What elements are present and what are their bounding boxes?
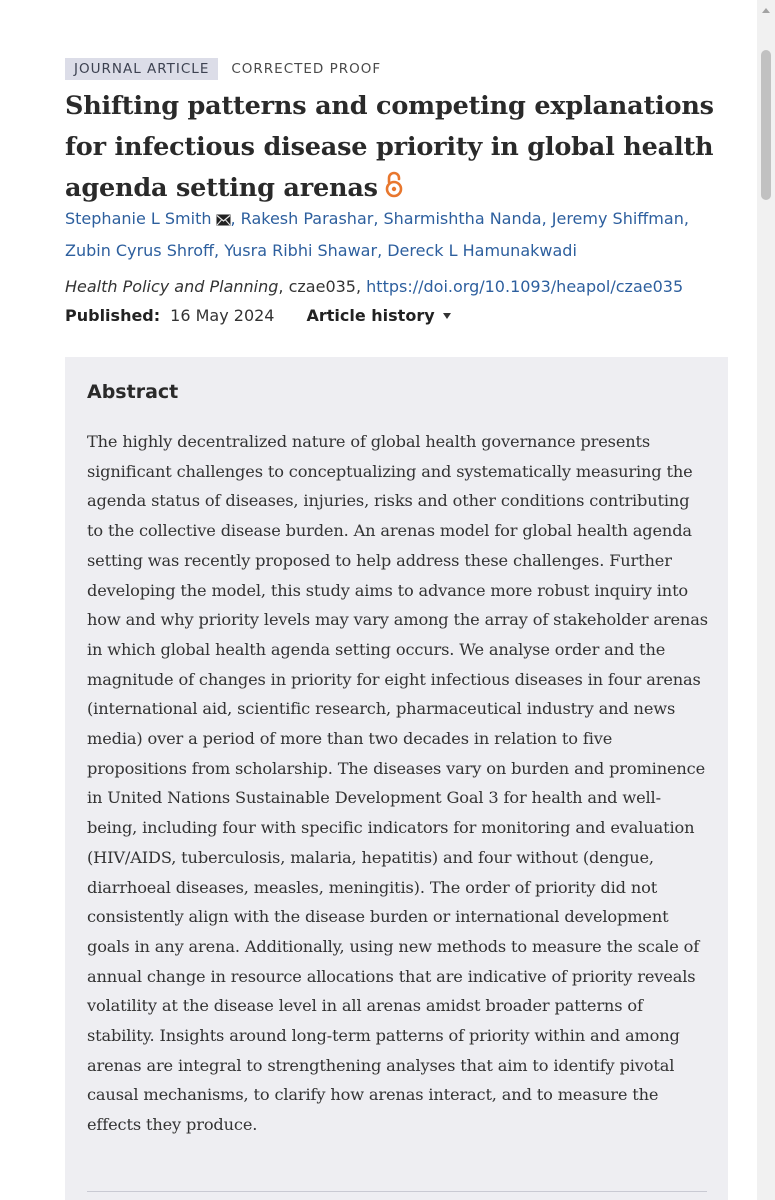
abstract-divider [87, 1191, 707, 1192]
published-date: 16 May 2024 [170, 306, 275, 325]
author-separator: , [373, 209, 384, 228]
author-separator: , [230, 209, 241, 228]
article-title-text: Shifting patterns and competing explanations for infectious disease priority in global health agenda setting arenas [65, 91, 714, 203]
article-tags [65, 58, 381, 80]
publication-info [65, 306, 451, 325]
author-link-1[interactable]: Stephanie L Smith [65, 209, 231, 228]
scrollbar-thumb[interactable] [761, 50, 771, 200]
article-title [65, 86, 735, 212]
author-link-3[interactable]: Sharmishtha Nanda [383, 209, 542, 228]
author-link-7[interactable]: Dereck L Hamunakwadi [387, 241, 577, 260]
mail-icon[interactable] [216, 206, 231, 236]
author-link-6[interactable]: Yusra Ribhi Shawar [224, 241, 378, 260]
citation-line [65, 277, 683, 296]
abstract-heading: Abstract [87, 381, 179, 403]
doi-link[interactable]: https://doi.org/10.1093/heapol/czae035 [366, 277, 684, 296]
author-link-2[interactable]: Rakesh Parashar [240, 209, 374, 228]
author-separator: , [377, 241, 388, 260]
author-link-5[interactable]: Zubin Cyrus Shroff [65, 241, 215, 260]
abstract-section [65, 357, 728, 1200]
article-id: , czae035, [278, 277, 367, 296]
article-history-label: Article history [306, 306, 435, 325]
author-link-4[interactable]: Jeremy Shiffman [551, 209, 684, 228]
author-list [65, 204, 745, 266]
author-separator: , [214, 241, 225, 260]
journal-name[interactable]: Health Policy and Planning [65, 277, 279, 296]
article-type-tag: JOURNAL ARTICLE [65, 58, 218, 80]
scroll-up-icon[interactable] [762, 8, 770, 13]
author-separator: , [683, 209, 689, 228]
published-label: Published: [65, 306, 161, 325]
abstract-text: The highly decentralized nature of global health governance presents significant challenges to conceptualizing and systematically measuring the agenda status of diseases, injuries, risks and other conditions contributing to the collective disease burden. An arenas model for global health agenda setting was recently proposed to help address these challenges. Further developing the model, this study aims to advance more robust inquiry into how and why priority levels may vary among the array of stakeholder arenas in which global health agenda setting occurs. We analyse order and the magnitude of changes in priority for eight infectious diseases in four arenas (international aid, scientific research, pharmaceutical industry and news media) over a period of more than two decades in relation to five propositions from scholarship. The diseases vary on burden and prominence in United Nations Sustainable Development Goal 3 for health and well-being, including four with specific indicators for monitoring and evaluation (HIV/AIDS, tuberculosis, malaria, hepatitis) and four without (dengue, diarrhoeal diseases, measles, meningitis). The order of priority did not consistently align with the disease burden or international development goals in any arena. Additionally, using new methods to measure the scale of annual change in resource allocations that are indicative of priority reveals volatility at the disease level in all arenas amidst broader patterns of stability. Insights around long-term patterns of priority within and among arenas are integral to strengthening analyses that aim to identify pivotal causal mechanisms, to clarify how arenas interact, and to measure the effects they produce. [87, 432, 708, 1135]
page-scrollbar[interactable] [757, 0, 775, 1200]
caret-down-icon [443, 313, 451, 319]
article-history-toggle[interactable] [306, 306, 450, 325]
article-status-tag: CORRECTED PROOF [231, 61, 382, 77]
author-separator: , [541, 209, 552, 228]
